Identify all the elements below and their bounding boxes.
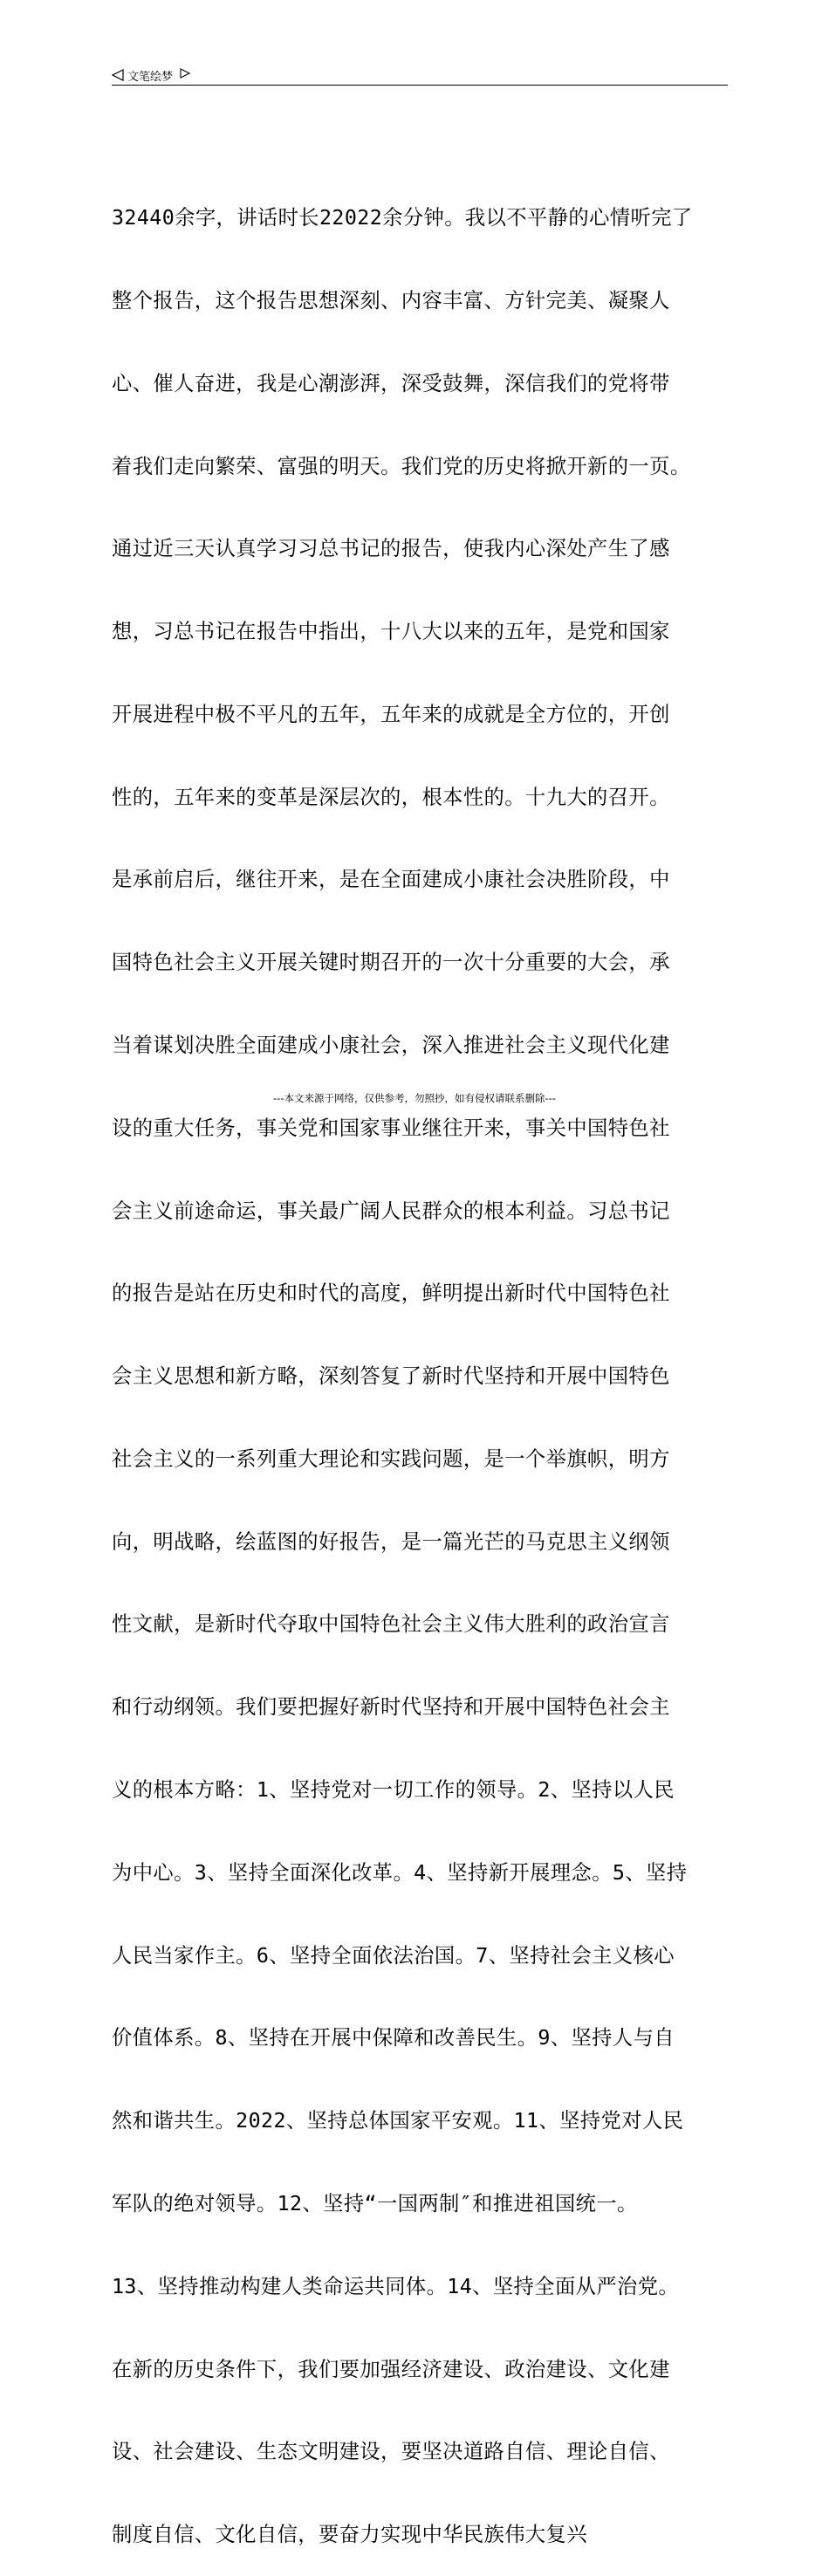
- text-line: 的报告是站在历史和时代的高度，鲜明提出新时代中国特色社: [112, 1281, 670, 1306]
- text-line: 13、坚持推动构建人类命运共同体。14、坚持全面从严治党。: [112, 2274, 680, 2298]
- text-line: 通过近三天认真学习习总书记的报告，使我内心深处产生了感: [112, 537, 670, 561]
- text-line: 设的重大任务，事关党和国家事业继往开来，事关中国特色社: [112, 1116, 670, 1140]
- text-line: 性的，五年来的变革是深层次的，根本性的。十九大的召开。: [112, 785, 670, 809]
- page-header: [112, 65, 728, 86]
- text-line: 心、催人奋进，我是心潮澎湃，深受鼓舞，深信我们的党将带: [112, 371, 670, 395]
- header-divider: [112, 85, 728, 86]
- page-footer: ---本文来源于网络，仅供参考，勿照抄，如有侵权请联系删除---: [273, 1092, 556, 1104]
- text-line: 义的根本方略：1、坚持党对一切工作的领导。2、坚持以人民: [112, 1778, 675, 1803]
- text-line: 设、社会建设、生态文明建设，要坚决道路自信、理论自信、: [112, 2440, 670, 2464]
- text-line: 想，习总书记在报告中指出，十八大以来的五年，是党和国家: [112, 620, 670, 644]
- text-line: 整个报告，这个报告思想深刻、内容丰富、方针完美、凝聚人: [112, 288, 670, 313]
- text-line: 着我们走向繁荣、富强的明天。我们党的历史将掀开新的一页。: [112, 454, 691, 478]
- text-line: 军队的绝对领导。12、坚持“一国两制″和推进祖国统一。: [112, 2191, 638, 2215]
- text-line: 社会主义的一系列重大理论和实践问题，是一个举旗帜，明方: [112, 1446, 670, 1471]
- text-line: 会主义思想和新方略，深刻答复了新时代坚持和开展中国特色: [112, 1364, 670, 1389]
- text-line: 32440余字，讲话时长22022余分钟。我以不平静的心情听完了: [112, 206, 693, 230]
- text-line: 国特色社会主义开展关键时期召开的一次十分重要的大会，承: [112, 951, 670, 975]
- text-line: 价值体系。8、坚持在开展中保障和改善民生。9、坚持人与自: [112, 2026, 675, 2050]
- text-line: 向，明战略，绘蓝图的好报告，是一篇光芒的马克思主义纲领: [112, 1529, 670, 1554]
- text-line: 在新的历史条件下，我们要加强经济建设、政治建设、文化建: [112, 2357, 670, 2381]
- text-line: 制度自信、文化自信，要奋力实现中华民族伟大复兴: [112, 2523, 588, 2547]
- triangle-right-icon: [180, 68, 190, 79]
- header-title: 文笔绘梦: [127, 70, 174, 84]
- text-line: 然和谐共生。2022、坚持总体国家平安观。11、坚持党对人民: [112, 2109, 684, 2133]
- text-line: 当着谋划决胜全面建成小康社会，深入推进社会主义现代化建: [112, 1034, 670, 1057]
- document-body: [112, 149, 731, 2576]
- text-line: 开展进程中极不平凡的五年，五年来的成就是全方位的，开创: [112, 702, 670, 726]
- text-line: 会主义前途命运，事关最广阔人民群众的根本利益。习总书记: [112, 1199, 670, 1223]
- text-line: 性文献，是新时代夺取中国特色社会主义伟大胜利的政治宣言: [112, 1612, 670, 1637]
- triangle-left-icon: [112, 69, 124, 81]
- text-line: 为中心。3、坚持全面深化改革。4、坚持新开展理念。5、坚持: [112, 1860, 688, 1885]
- text-line: 和行动纲领。我们要把握好新时代坚持和开展中国特色社会主: [112, 1695, 670, 1720]
- text-line: 人民当家作主。6、坚持全面依法治国。7、坚持社会主义核心: [112, 1943, 675, 1968]
- text-line: 是承前启后，继往开来，是在全面建成小康社会决胜阶段，中: [112, 868, 670, 892]
